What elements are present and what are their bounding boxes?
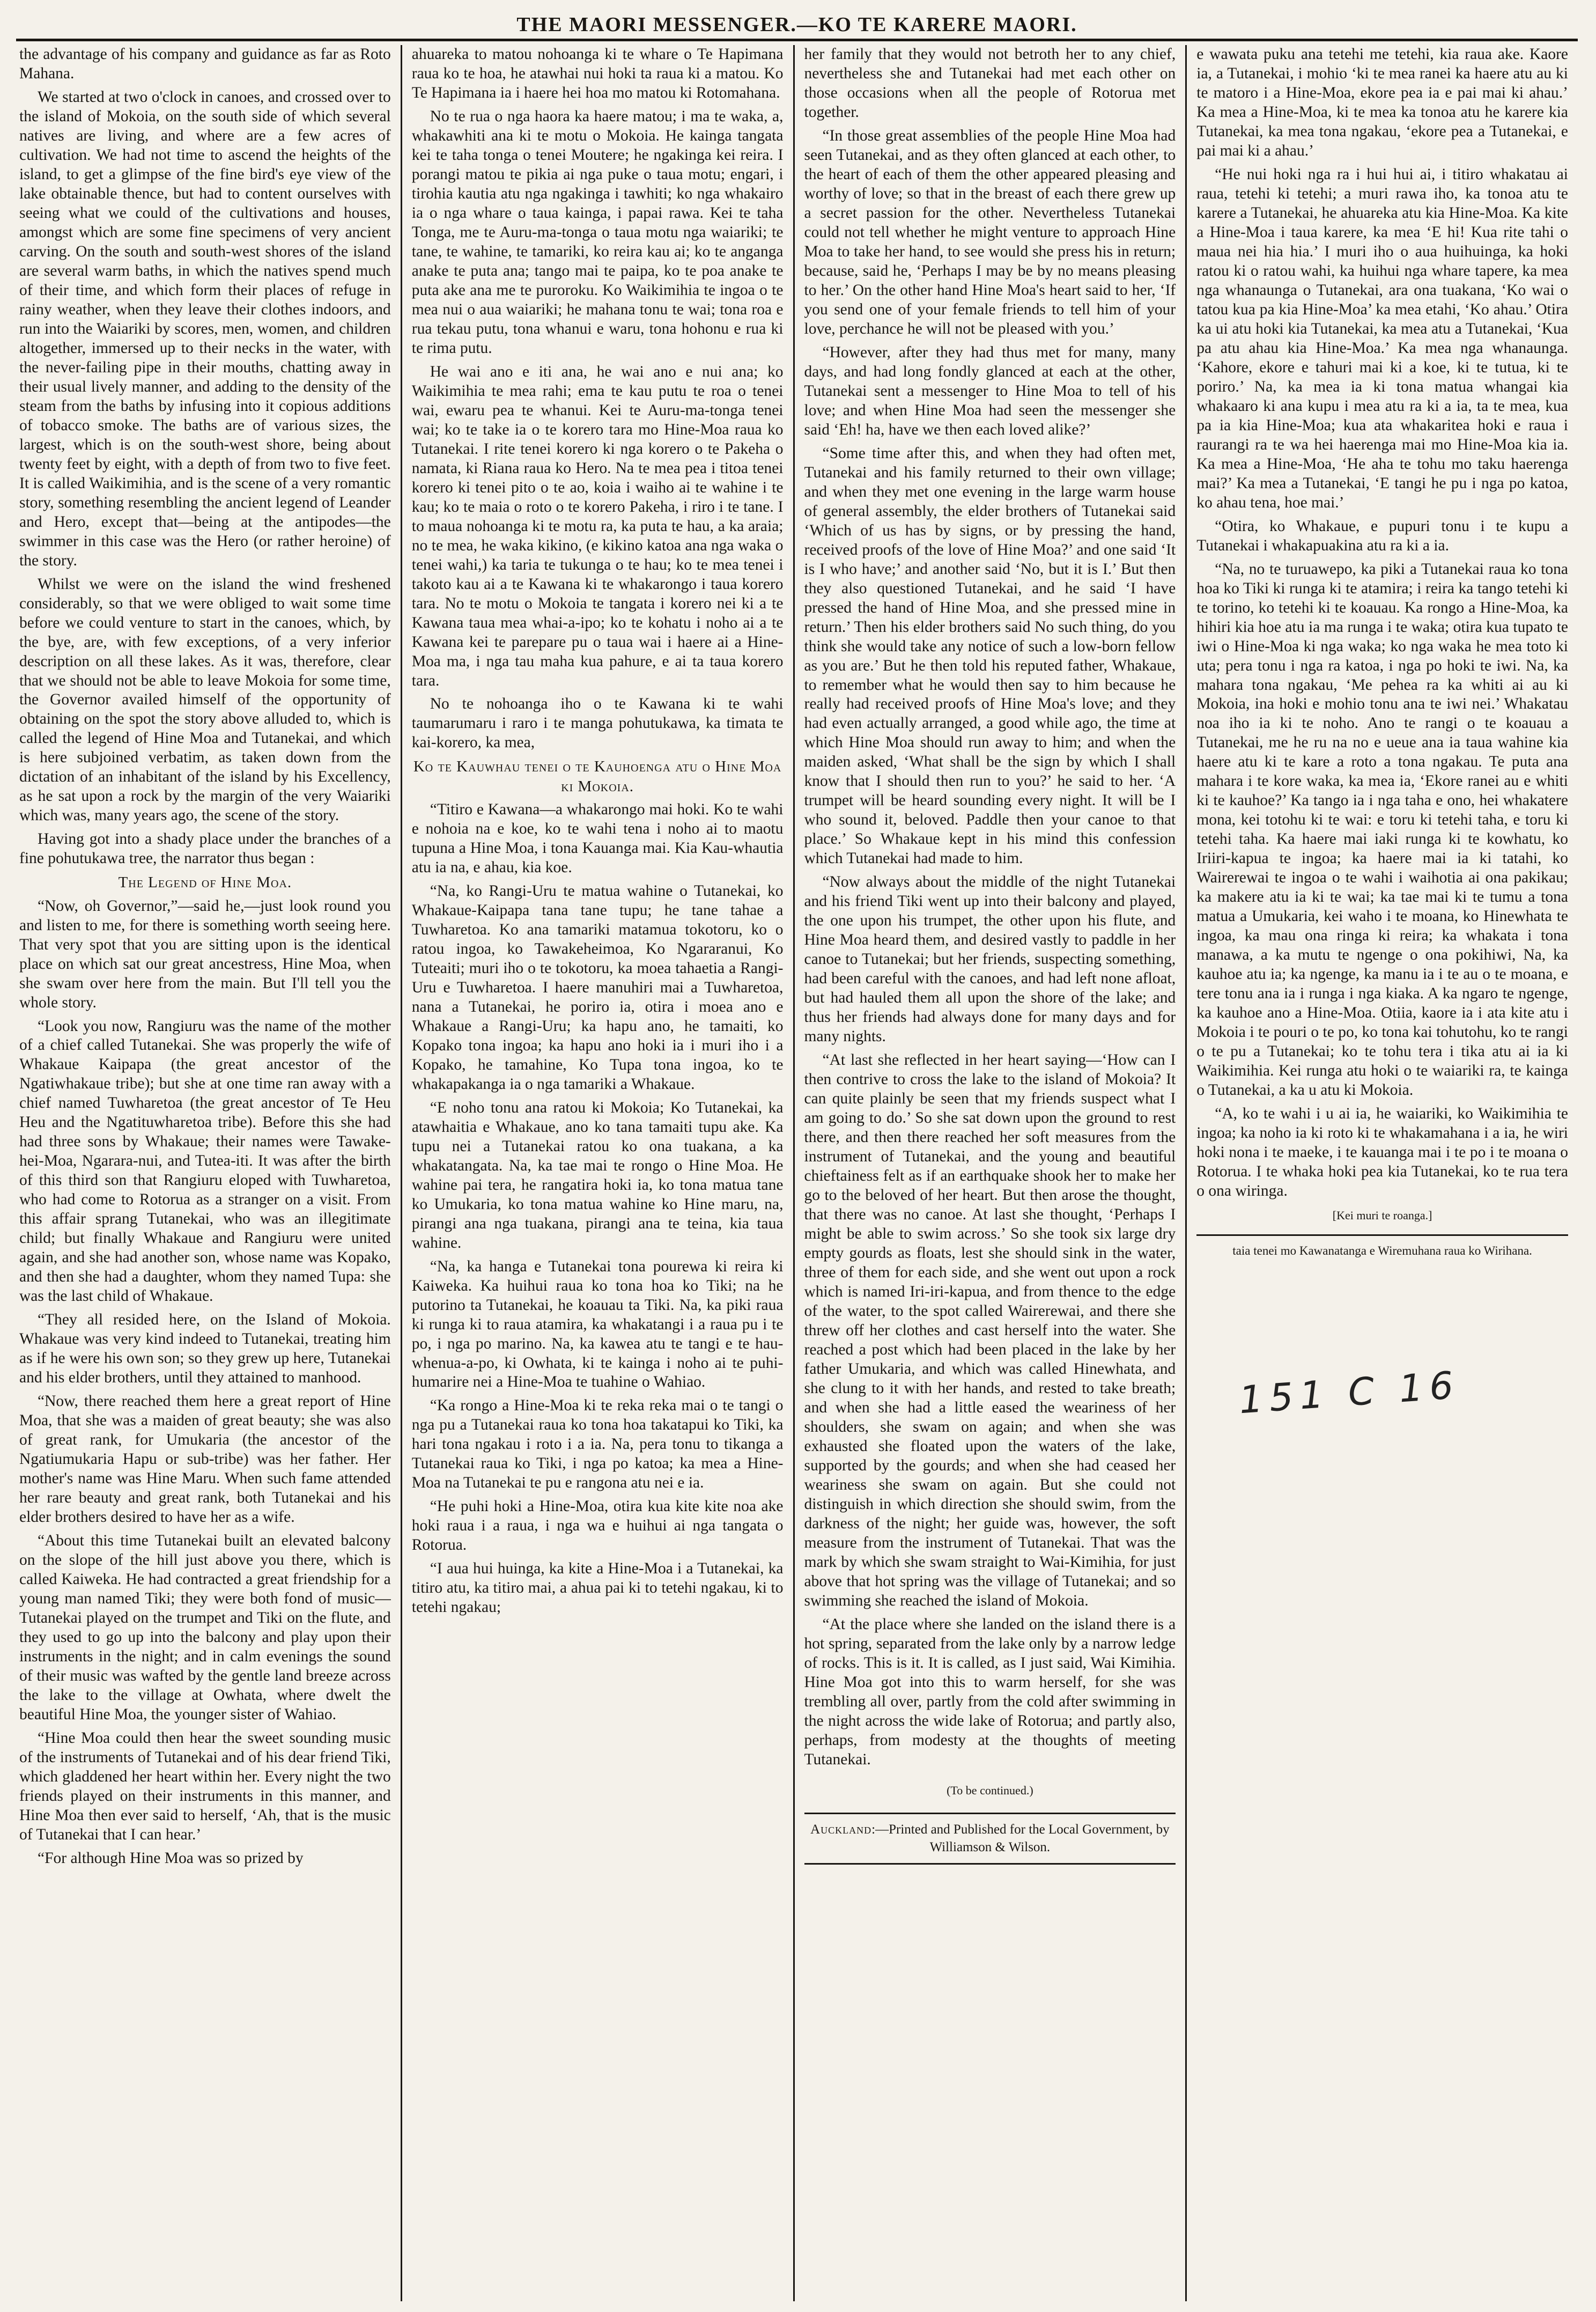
paragraph: “Some time after this, and when they had often met, Tutanekai and his family returned to their own village; and when they met one evening in the large warm house of general assembly, the elder brothers of Tutanekai said ‘Which of us has by signs, or by pressing the hand, received proofs of the love of Hine Moa?’ and one said ‘It is I who have;’ and another said ‘No, but it is I.’ But then they also questioned Tutanekai, and he said ‘I have pressed the hand of Hine Moa, and she pressed mine in return.’ Then his elder brothers said No such thing, do you think she would take any notice of such a low-born fellow as you are.’ But he then told his reputed father, Whakaue, to remember what he would then say to him because he really had received proofs of Hine Moa's love; and they had even actually arranged, a good while ago, the time at which Hine Moa should run away to him; and when the maiden asked, ‘What shall be the sign by which I shall know that I should then run to you?’ he said to her. ‘A trumpet will be heard sounding every night. It will be I who sound it, beloved. Paddle then your canoe to that place.’ So Whakaue kept in his mind this confession which Tutanekai had made to him. bbox=[804, 444, 1176, 867]
paragraph: “He puhi hoki a Hine-Moa, otira kua kite kite noa ake hoki raua i a raua, i nga wa e huihui ai nga tangata o Rotorua. bbox=[411, 1498, 784, 1554]
to-be-continued-note: (To be continued.) bbox=[947, 1783, 1033, 1797]
paragraph: e wawata puku ana tetehi me tetehi, kia raua ake. Kaore ia, a Tutanekai, i mohio ‘ki te mea ranei ka haere atu au ki te matoro i a Hine-Moa, ekore pea ia e pai mai ki ahau.’ Ka mea a Hine-Moa, ki te mea ka tonoa atu he karere kia Tutanekai, ka mea tona ngakau, ‘ekore pea a Tutanekai, e pai mai ki a ahau.’ bbox=[1196, 46, 1568, 159]
column-3 bbox=[793, 45, 1186, 2301]
paragraph: “I aua hui huinga, ka kite a Hine-Moa i a Tutanekai, ka titiro atu, ka titiro mai, a ahua pai ki to tetehi ngakau, ki to tetehi ngakau; bbox=[411, 1560, 784, 1616]
paragraph: “Ka rongo a Hine-Moa ki te reka reka mai o te tangi o nga pu a Tutanekai raua ko tona hoa takatapui ko Tiki, ka hari tona ngakau i roto i a ia. Na, pera tonu to tikanga a Tutanekai raua ko Tiki, i nga po katoa; ka mea a Hine-Moa na Tutanekai te pu e rangona atu nei e ia. bbox=[411, 1397, 784, 1492]
imprint bbox=[804, 1813, 1176, 1865]
paragraph: “Na, ko Rangi-Uru te matua wahine o Tutanekai, ko Whakaue-Kaipapa tana tane tupu; he tane tahae a Tuwharetoa. Ko ana tamariki matamua tokotoru, ko o ratou ingoa, ko Tawakeheimoa, Ko Ngararanui, Ko Tuteaiti; muri iho o te tokotoru, ka moea tahaetia a Rangi-Uru e Tuwharetoa. I haere manuhiri mai a Tuwharetoa, nana a Tutanekai, he poriro ia, otira i moea ano e Whakaue a Rangi-Uru; ka hapu ano, he tamaiti, ko Kopako tona ingoa; ka hapu ano hoki ia i muri iho i a Kopako, he tamahine, Ko Tupa tona ingoa, ko te whakapakanga ia o nga tamariki a Whakaue. bbox=[411, 882, 784, 1093]
paragraph: “They all resided here, on the Island of Mokoia. Whakaue was very kind indeed to Tutanekai, treating him as if he were his own son; so they grew up here, Tutanekai and his elder brothers, until they attained to manhood. bbox=[19, 1311, 391, 1387]
handwritten-annotation: 151 C 16 bbox=[1237, 1363, 1461, 1423]
column-2 bbox=[401, 45, 793, 2301]
paragraph: “He nui hoki nga ra i hui hui ai, i titiro whakatau ai raua, tetehi ki tetehi; a muri rawa iho, ka tonoa atu te karere a Tutanekai, he ahuareka atu kia Hine-Moa. Ka kite a Hine-Moa i taua karere, ka mea ‘E hi! Kua rite tahi o maua nei hia hia.’ I muri iho o aua huihuinga, ka hoki ratou ki o ratou wahi, ka huihui nga whare tapere, ka mea nga whanaunga o Tutanekai, ara ona tuakana, ‘Ko wai o tatou kua pa kia Hine-Moa’ ka mea etahi, ‘Ko ahau.’ Otira ka ui atu hoki kia Tutanekai, ka mea atu a Tutanekai, ‘Kua pa atu ahau kia Hine-Moa.’ Ka mea nga whanaunga. ‘Kahore, ekore e tahuri mai ki a koe, ki te tutua, ki te poriro.’ Na, ka mea ia ki tona matua whangai kia whakaaro ki ana kupu i mea atu ra ki a ia, ta te mea, kua pa ia kia Hine-Moa; kua ata whakaritea hoki e raua i raurangi ra te wa hei haerenga mai mo Hine-Moa kia ia. Ka mea a Hine-Moa, ‘He aha te tohu mo taku haerenga mai?’ Ka mea a Tutanekai, ‘E tangi he pu i nga po katoa, ko ahau tena, hoe mai.’ bbox=[1196, 165, 1568, 511]
paragraph: “In those great assemblies of the people Hine Moa had seen Tutanekai, and as they often glanced at each other, to the heart of each of them the other appeared pleasing and worthy of love; so that in the breast of each there grew up a secret passion for the other. Nevertheless Tutanekai could not tell whether he might venture to approach Hine Moa to take her hand, to see would she press his in return; because, said he, ‘Perhaps I may be by no means pleasing to her.’ On the other hand Hine Moa's heart said to her, ‘If you send one of your female friends to tell him of your love, perchance he will not be pleased with you.’ bbox=[804, 127, 1176, 337]
paragraph: “Look you now, Rangiuru was the name of the mother of a chief called Tutanekai. She was properly the wife of Whakaue Kaipapa (the great ancestor of the Ngatiwhakaue tribe); but she at one time ran away with a chief named Tuwharetoa (the great ancestor of Te Heu Heu and the Ngatituwharetoa tribe). Before this she had had three sons by Whakaue; their names were Tawake-hei-Moa, Ngarara-nui, and Tutea-iti. It was after the birth of this third son that Rangiuru eloped with Tuwharetoa, who had come to Rotorua as a stranger on a visit. From this affair sprang Tutanekai, who was an illegitimate child; but finally Whakaue and Rangiuru were united again, and she had another son, whose name was Kopako, and then she had a daughter, whom they named Tupa: she was the last child of Whakaue. bbox=[19, 1017, 391, 1305]
column-4-body bbox=[1196, 45, 1568, 1201]
paragraph: “Now, there reached them here a great report of Hine Moa, that she was a maiden of great beauty; she was also of great rank, for Umukaria (the ancestor of the Ngatiumukaria Hapu or sub-tribe) was her father. Her mother's name was Hine Maru. When such fame attended her rare beauty and great rank, both Tutanekai and his elder brothers desired to have her as a wife. bbox=[19, 1393, 391, 1526]
maori-imprint: taia tenei mo Kawanatanga e Wiremuhana raua ko Wirihana. bbox=[1196, 1234, 1568, 1259]
masthead: THE MAORI MESSENGER.—KO TE KARERE MAORI. bbox=[16, 11, 1578, 41]
paragraph: the advantage of his company and guidance as far as Roto Mahana. bbox=[19, 46, 391, 82]
column-3-body bbox=[804, 45, 1176, 1770]
imprint-text: :—Printed and Published for the Local Government, by Williamson & Wilson. bbox=[871, 1822, 1170, 1855]
kei-muri-note: [Kei muri te roanga.] bbox=[1332, 1209, 1432, 1223]
paragraph: her family that they would not betroth her to any chief, nevertheless she and Tutanekai had met each other on those occasions when all the people of Rotorua met together. bbox=[804, 46, 1176, 121]
paragraph: “At last she reflected in her heart saying—‘How can I then contrive to cross the lake to the island of Mokoia? It can quite plainly be seen that my friends suspect what I am going to do.’ So she sat down upon the ground to rest there, and then there reached her soft measures from the instrument of Tutanekai, and the young and beautiful chieftainess felt as if an earthquake shook her to make her go to the beloved of her heart. But then arose the thought, that there was no canoe. At last she thought, ‘Perhaps I might be able to swim across.’ So she took six large dry empty gourds as floats, lest she should sink in the water, three of them for each side, and she went out upon a rock which is named Iri-iri-kapua, and from thence to the edge of the water, to the spot called Wairerewai, and there she threw off her clothes and cast herself into the water. She reached a post which had been placed in the lake by her father Umukaria, and which was called Hinewhata, and she clung to it with her hands, and rested to take breath; and when she had a little eased the weariness of her shoulders, she swam on again; and when she was exhausted she floated upon the waters of the lake, supported by the gourds; and when she had ceased her weariness she swam on again. But she could not distinguish in which direction she should swim, from the darkness of the night; her guide was, however, the soft measure from the instrument of Tutanekai. That was the mark by which she swam straight to Wai-Kimihia, for just above that hot spring was the village of Tutanekai; and so swimming she reached the island of Mokoia. bbox=[804, 1051, 1176, 1609]
column-4 bbox=[1185, 45, 1578, 2301]
paragraph: Whilst we were on the island the wind freshened considerably, so that we were obliged to wait some time before we could venture to start in the canoes, which, by the bye, are, with few exceptions, of a very inferior description on all these lakes. As it was, therefore, clear that we should not be able to leave Mokoia for some time, the Governor availed himself of the opportunity of obtaining on the spot the story above alluded to, which is called the legend of Hine Moa and Tutanekai, and which is here subjoined verbatim, as taken down from the dictation of an inhabitant of the island by his Excellency, as he sat upon a rock by the margin of the very Waiariki which was, many years ago, the scene of the story. bbox=[19, 575, 391, 824]
paragraph: Having got into a shady place under the branches of a fine pohutukawa tree, the narrator thus began : bbox=[19, 830, 391, 867]
section-heading: The Legend of Hine Moa. bbox=[118, 874, 292, 892]
paragraph: “For although Hine Moa was so prized by bbox=[38, 1849, 304, 1867]
paragraph: “Na, no te turuawepo, ka piki a Tutanekai raua ko tona hoa ko Tiki ki runga ki te atamira; i reira ka tango tetehi ki te torino, ko tetehi ki te koauau. Ka rongo a Hine-Moa, ka hihiri kia hoe atu ia ma runga i te waka; otira kua tupato te iwi o Hine-Moa ki nga waka; ko nga waka he mea toto ki uta; pera tonu i nga ra katoa, i nga po hoki te iwi. Na, ka mahara tona ngakau, ‘Me pehea ra ka whiti ai au ki Mokoia, ina hoki e mohio tonu ana te iwi nei.’ Whakatau noa iho ia ki te noho. Ano te rangi o te koauau a Tutanekai, me he ru na no e ueue ana ia taua wahine kia haere atu ki te kare a roto a tona ngakau. Te puta ana mahara i te kore waka, ka mea ia, ‘Ekore ranei au e whiti ki te kauhoe?’ Ka tango ia i nga taha e ono, hei whakatere mona, kei totohu ki te wai: e toru ki tetehi taha, e toru ki tetehi taha. Ka haere mai iaki runga ki te kowhatu, ko Iriiri-kapua te ingoa; ka haere mai ia ki tatahi, ko Wairerewai te ingoa o te wahi i waihotia ai ona pakikau; ka makere atu ia ki te wai; ka tae mai ki te tumu a tona matua a Umukaria, kei waho i te moana, ko Hinewhata te ingoa, ka mau ona ringa ki reira; ka whakata i tona manawa, a ka mutu te ngenge o ona pokihiwi, Na, ka kauhoe atu ia; ka ngenge, ka manu ia i te au o te moana, e tere tonu ana ia i runga i nga kiaka. A ka ngaro te ngenge, ka kauhoe ano a Hine-Moa. Otiia, kaore ia i ata kite atu i Mokoia i te pouri o te po, ko tona kai tohutohu, ko te rangi o te pu a Tutanekai; ko te tohu tera i tika atu ai ia ki Waikimihia. Kei runga atu hoki o te waiariki ra, te kainga o Tutanekai, a ka u atu ki Mokoia. bbox=[1196, 560, 1568, 1099]
paragraph: No te nohoanga iho o te Kawana ki te wahi taumarumaru i raro i te manga pohutukawa, ka timata te kai-korero, ka mea, bbox=[411, 695, 784, 752]
paragraph: “Otira, ko Whakaue, e pupuri tonu i te kupu a Tutanekai i whakapuakina atu ra ki a ia. bbox=[1196, 517, 1568, 554]
paragraph: “A, ko te wahi i u ai ia, he waiariki, ko Waikimihia te ingoa; ka noho ia ki roto ki te whakamahana i a ia, he wiri hoki nona i te maeke, i te kauanga mai i te po i te moana o Rotorua. I te whaka hoki pea kia Tutanekai, ko te rua tera o ona wiringa. bbox=[1196, 1105, 1568, 1200]
imprint-place: Auckland bbox=[810, 1822, 872, 1837]
column-1 bbox=[16, 45, 401, 2301]
paragraph: “Titiro e Kawana—a whakarongo mai hoki. Ko te wahi e nohoia na e koe, ko te wahi tena i noho ai to maotu tupuna a Hine Moa, i tona Kauanga mai. Kia Kau-whautia atu ia na, e ahau, kia koe. bbox=[411, 800, 784, 876]
paragraph: “Now always about the middle of the night Tutanekai and his friend Tiki went up into their balcony and played, the one upon his trumpet, the other upon his flute, and Hine Moa heard them, and desired vastly to paddle in her canoe to Tutanekai; but her friends, suspecting something, had been careful with the canoes, and had left none afloat, but had hauled them all upon the shore of the lake; and thus her friends had always done for many days and for many nights. bbox=[804, 873, 1176, 1045]
paragraph: “Na, ka hanga e Tutanekai tona pourewa ki reira ki Kaiweka. Ka huihui raua ko tona hoa ko Tiki; na he putorino ta Tutanekai, he koauau ta Tiki. Na, ka piki raua ki runga ki to raua atamira, ka whakatangi i a raua pu i te po, i nga po marino. Na, ka kawea atu te tangi e te hau-whenua-a-po, ki Owhata, ki te kainga i noho ai te puhi-humarire nei a Hine-Moa te tuahine o Wahiao. bbox=[411, 1257, 784, 1391]
paragraph: He wai ano e iti ana, he wai ano e nui ana; ko Waikimihia te mea rahi; ema te kau putu te roa o tenei wai, ewaru pea te whanui. Kei te Auru-ma-tonga tenei wai; ko te take ia o te korero tara mo Hine-Moa raua ko Tutanekai. I rite tenei korero ki nga korero o te Pakeha o namata, ki Riana raua ko Hero. Na te mea pea i titoa tenei korero ki tenei pito o te ao, koia i waiho ai te wahine i te kau; ko te maia o roto o te korero Pakeha, i riro i te tane. I to maua nohoanga ki te motu ra, ka puta te hau, a ka araia; no te mea, he waka kikino, (e kikino katoa ana nga waka o tenei wahi,) ka taria te tukunga o te hau; ko te mea tenei i takoto kau ai a te Kawana ki te whakarongo i taua korero tara. No te motu o Mokoia te tangata i korero nei ki a te Kawana taua mea whai-a-ipo; ko te kohatu i noho ai a te Kawana kei te parepare pu o taua wai i haere ai a Hine-Moa ma, i nga tau maha kua pahure, e ai ta taua korero tara. bbox=[411, 363, 784, 689]
columns bbox=[16, 45, 1578, 2301]
paragraph: ahuareka to matou nohoanga ki te whare o Te Hapimana raua ko te hoa, he atawhai nui hoki ta raua ki a matou. Ko Te Hapimana ia i haere hei hoa mo matou ki Rotomahana. bbox=[411, 46, 784, 101]
paragraph: “E noho tonu ana ratou ki Mokoia; Ko Tutanekai, ka atawhaitia e Whakaue, ano ko tana tamaiti tupu ake. Ka tupu nei a Tutanekai ratou ko ona tuakana, a ka whakatangata. Na, ka tae mai te rongo o Hine Moa. He wahine pai tera, he rangatira hoki ia, ko tona matua tane ko Umukaria, ko tona matua wahine ko Hine maru, na, pirangi ana nga tuakana, pirangi ana te teina, kia taua wahine. bbox=[411, 1099, 784, 1251]
paragraph: “However, after they had thus met for many, many days, and had long fondly glanced at each at the other, Tutanekai sent a messenger to Hine Moa to tell of his love; and when Hine Moa had seen the messenger she said ‘Eh! ha, have we then each loved alike?’ bbox=[804, 343, 1176, 438]
paragraph: No te rua o nga haora ka haere matou; i ma te waka, a, whakawhiti ana ki te motu o Mokoia. He kainga tangata kei te taha tonga o tenei Moutere; he ngakinga kei reira. I porangi matou te pikia ai nga puke o taua motu; engari, i tirohia kautia atu nga ngakinga i tawhiti; ko nga whakairo ia o nga whare o taua kainga, i papai rawa. Kei te taha Tonga, me te Auru-ma-tonga o taua motu nga waiariki; te tane, te wahine, te tamariki, ko reira kau ai; ko te anganga anake te puta ana; tango mai te paipa, ko te poa anake te puta ake ana me te puroroku. Ko Waikimihia te ingoa o te mea nui o aua waiariki; he mahana tonu te wai; tona roa e rua tekau putu, tona whanui e waru, tona hohonu e rua ki te rima putu. bbox=[411, 107, 784, 357]
paragraph: “At the place where she landed on the island there is a hot spring, separated from the lake only by a narrow ledge of rocks. This is it. It is called, as I just said, Wai Kimihia. Hine Moa got into this to warm herself, for she was trembling all over, partly from the cold after swimming in the night across the wide lake of Rotorua; and partly also, perhaps, from modesty at the thoughts of meeting Tutanekai. bbox=[804, 1615, 1176, 1768]
paragraph: “About this time Tutanekai built an elevated balcony on the slope of the hill just above you there, which is called Kaiweka. He had contracted a great friendship for a young man named Tiki; they were both fond of music—Tutanekai played on the trumpet and Tiki on the flute, and they used to go up into the balcony and play upon their instruments in the night; and in calm evenings the sound of their music was wafted by the gentle land breeze across the lake to the village at Owhata, where dwelt the beautiful Hine Moa, the younger sister of Wahiao. bbox=[19, 1532, 391, 1723]
paragraph: We started at two o'clock in canoes, and crossed over to the island of Mokoia, on the south side of which several natives are living, and where are a few acres of cultivation. We had not time to ascend the heights of the island, to get a glimpse of the fine bird's eye view of the lake obtainable thence, but had to content ourselves with seeing what we could of the cultivations and houses, amongst which are some fine specimens of very ancient carving. On the south and south-west shores of the island are several warm baths, in which the natives spend much of their time, and which form their places of refuge in rainy weather, when they leave their clothes indoors, and run into the Waiariki by scores, men, women, and children altogether, immersed up to their necks in the water, with the never-failing pipe in their mouths, chatting away in their usual lively manner, and adding to the density of the steam from the baths by infusing into it copious additions of tobacco smoke. The baths are of various sizes, the largest, which is on the south-west shore, being about twenty feet by eight, with a depth of from two to five feet. It is called Waikimihia, and is the scene of a very romantic story, something resembling the ancient legend of Leander and Hero, except that—being at the antipodes—the swimmer in this case was the Hero (or rather heroine) of the story. bbox=[19, 88, 391, 569]
paragraph: “Now, oh Governor,”—said he,—just look round you and listen to me, for there is something worth seeing here. That very spot that you are sitting upon is the identical place on which sat our great ancestress, Hine Moa, when she swam over here from the main. But I'll tell you the whole story. bbox=[19, 897, 391, 1011]
paragraph: “Hine Moa could then hear the sweet sounding music of the instruments of Tutanekai and of his dear friend Tiki, which gladdened her heart within her. Every night the two friends played on their instruments in this manner, and Hine Moa then ever said to herself, ‘Ah, that is the music of Tutanekai that I can hear.’ bbox=[19, 1729, 391, 1843]
section-heading: Ko te Kauwhau tenei o te Kauhoenga atu o Hine Moa ki Mokoia. bbox=[413, 758, 782, 795]
